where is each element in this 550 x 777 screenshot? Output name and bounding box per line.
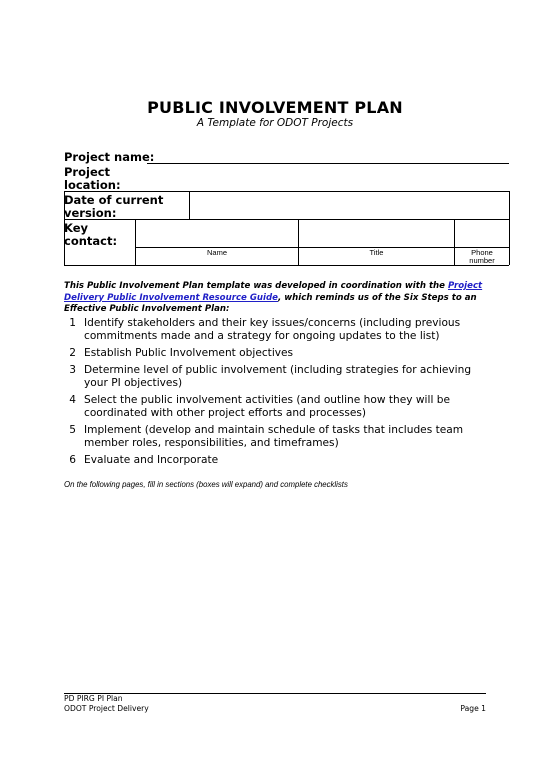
intro-paragraph <box>64 281 494 316</box>
project-location-label-line1: Project <box>64 165 111 179</box>
contact-phone-caption-line2: number <box>469 256 495 265</box>
page-subtitle: A Template for ODOT Projects <box>196 117 354 129</box>
resource-guide-link[interactable]: Project Delivery Public Involvement Resource Guide <box>64 281 483 303</box>
table-border-bottom <box>64 265 509 266</box>
list-item <box>64 364 494 390</box>
list-item <box>64 394 494 420</box>
page-title: PUBLIC INVOLVEMENT PLAN <box>147 98 403 117</box>
step-text: Determine level of public involvement (including strategies for achieving your PI objectives) <box>84 364 472 389</box>
step-number: 2 <box>69 347 76 359</box>
list-item <box>64 424 494 450</box>
footer-doc-id: PD PIRG PI Plan <box>64 694 123 703</box>
step-text: Implement (develop and maintain schedule of tasks that includes team member roles, responsibilities, and timeframes) <box>84 424 464 449</box>
contact-name-caption: Name <box>206 248 227 257</box>
key-contact-label-line2: contact: <box>64 234 118 248</box>
step-text: Establish Public Involvement objectives <box>84 347 294 359</box>
list-item <box>64 317 494 343</box>
step-text: Evaluate and Incorporate <box>84 454 219 466</box>
step-number: 5 <box>69 424 76 436</box>
contact-title-field[interactable] <box>299 220 453 246</box>
footer-department: ODOT Project Delivery <box>64 704 149 713</box>
list-item <box>64 454 494 467</box>
contact-title-caption: Title <box>369 248 384 257</box>
instructions-note: On the following pages, fill in sections (boxes will expand) and complete checklists <box>64 480 348 489</box>
intro-text-before: This Public Involvement Plan template was developed in coordination with the <box>64 281 448 291</box>
project-location-label-line2: location: <box>64 178 121 192</box>
step-number: 4 <box>69 394 76 406</box>
step-number: 3 <box>69 364 76 376</box>
step-text: Select the public involvement activities (and outline how they will be coordinated with other project efforts and processes) <box>84 394 451 419</box>
key-contact-label-line1: Key <box>64 221 89 235</box>
contact-phone-field[interactable] <box>455 220 508 246</box>
table-border-right <box>509 191 510 265</box>
footer-rule <box>64 693 486 694</box>
six-steps-list <box>64 317 494 471</box>
intro-text-after: , which reminds us of the Six Steps to an Effective Public Involvement Plan: <box>64 292 477 314</box>
date-label-line2: version: <box>64 206 117 220</box>
project-name-label: Project name: <box>64 150 155 164</box>
step-number: 1 <box>69 317 76 329</box>
date-label-line1: Date of current <box>64 193 164 207</box>
footer-page-number: Page 1 <box>460 704 486 713</box>
step-number: 6 <box>69 454 76 466</box>
date-field[interactable] <box>190 192 508 218</box>
list-item <box>64 347 494 360</box>
contact-name-field[interactable] <box>136 220 297 246</box>
project-name-field[interactable] <box>147 163 509 164</box>
contact-phone-caption-line1: Phone <box>471 248 493 257</box>
step-text: Identify stakeholders and their key issues/concerns (including previous commitments made and a strategy for ongoing updates to the list) <box>84 317 461 342</box>
